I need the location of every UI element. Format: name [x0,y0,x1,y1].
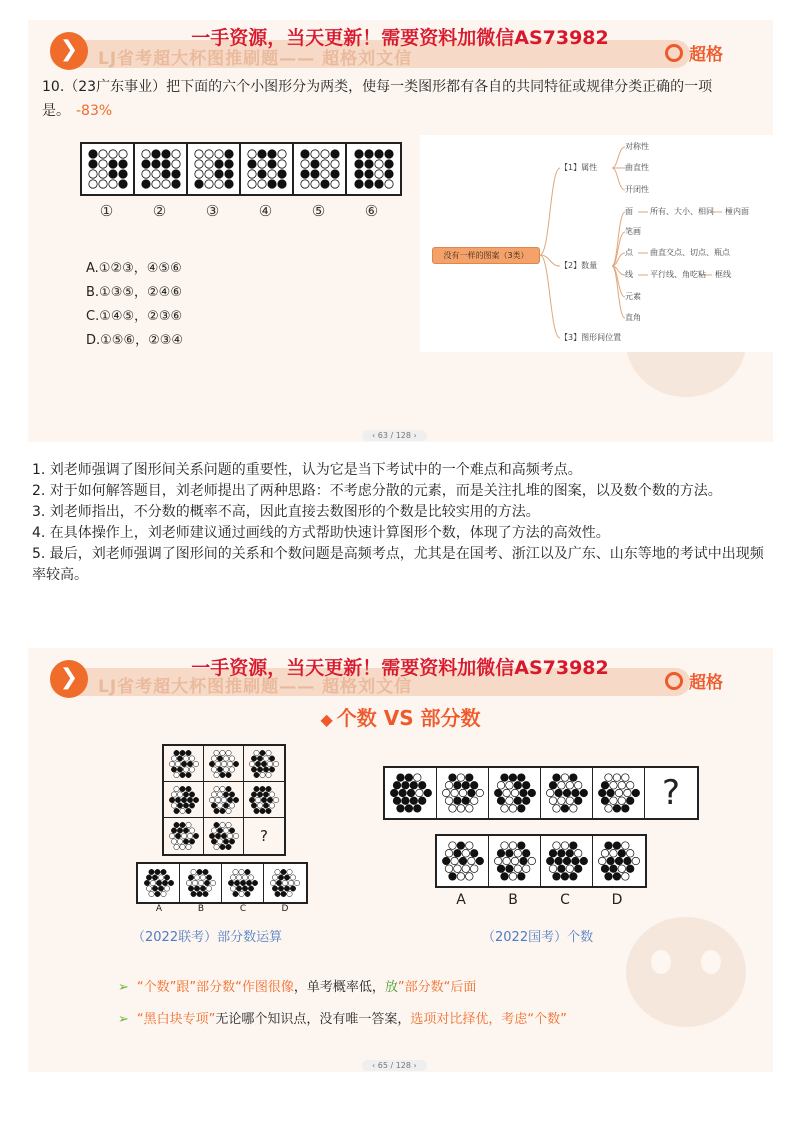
mind-map-leaf: 曲直性 [625,163,649,172]
summary-item: 2. 对于如何解答题目，刘老师提出了两种思路：不考虑分散的元素，而是关注扎堆的图案，以及数个数的方法。 [32,483,722,499]
grid-option-a[interactable] [138,864,180,902]
mind-map-leaf-detail: 框线 [715,270,731,279]
row-cell [385,768,437,818]
mind-map-leaf-detail: 平行线、角吃粘 [650,270,706,279]
figure-number: ② [152,202,167,220]
hex-dots-icon [249,750,279,778]
mind-map-leaf: 元素 [625,292,641,301]
mind-map-leaf: 开闭性 [625,185,649,194]
row-option-c[interactable] [541,836,593,886]
mind-map-branch-1: 【1】属性 [560,163,598,172]
hex-dots-icon [209,822,239,850]
hex-dots-icon [442,841,484,881]
option-label: B [508,892,518,908]
row-puzzle [383,766,699,820]
page-indicator-1[interactable]: ‹ 63 / 128 › [362,430,427,441]
caption-right: （2022国考）个数 [482,930,594,945]
hex-dots-icon [442,773,484,813]
figure-number: ① [99,202,114,220]
row-question-cell [645,768,697,818]
summary-item: 3. 刘老师指出，不分数的概率不高，因此直接去数图形的个数是比较实用的方法。 [32,504,540,520]
promo-banner-2: 一手资源，当天更新！需要资料加微信AS73982 [191,657,609,679]
dot-grid-icon [193,149,235,189]
hex-dots-icon [390,773,432,813]
dot-grid-icon [246,149,288,189]
bullet-1-part: 后面 [450,980,477,995]
mind-map-leaf-detail: 極内面 [725,207,749,216]
hex-dots-icon [546,841,588,881]
puzzle-figure-4 [241,144,294,194]
hex-dots-icon [598,841,640,881]
mascot-watermark-icon [611,892,761,1052]
hex-dots-icon [169,786,199,814]
bullet-2-part: “黑白块专项” [136,1012,216,1027]
grid-cell [204,818,244,854]
brand-text: 超格 [689,673,723,693]
bullet-2-part: 选项对比择优，考虑“个数” [410,1012,567,1027]
dot-grid-icon [353,149,395,189]
question-mark: ? [260,827,268,845]
row-option-labels [435,892,643,908]
option-label: D [611,892,623,908]
option-label: D [281,904,289,914]
hex-dots-icon [144,869,174,897]
hex-dots-icon [598,773,640,813]
puzzle-figure-2 [135,144,188,194]
brand-text: 超格 [689,45,723,65]
mind-map-leaf: 对称性 [625,142,649,151]
bullet-2 [118,1010,567,1030]
mind-map-leaf: 线 [625,270,633,279]
caption-left: （2022联考）部分数运算 [132,930,283,945]
diamond-icon: ◆ [320,710,333,729]
grid-options [136,862,308,904]
answer-options [86,257,183,353]
option-label: C [239,904,247,914]
row-options [435,834,647,888]
dot-grid-icon [87,149,129,189]
grid-option-c[interactable] [222,864,264,902]
option-label: C [560,892,570,908]
header-title: LJ省考超大杯图推刷题—— 超格刘文信 [98,49,413,69]
page-indicator-2[interactable]: ‹ 65 / 128 › [362,1060,427,1071]
grid-cell [244,746,284,782]
option-label: B [197,904,205,914]
mind-map-leaf: 直角 [625,313,641,322]
hex-dots-icon [270,869,300,897]
question-stem: 10.（23广东事业）把下面的六个小图形分为两类，使每一类图形都有各自的共同特征或规律分类正确的一项是。 [42,79,713,119]
mind-map-leaf: 笔画 [625,227,641,236]
hex-dots-icon [209,786,239,814]
slide-1 [28,20,773,442]
mind-map-leaf: 面 [625,207,633,216]
grid-question-cell [244,818,284,854]
grid-cell [244,782,284,818]
grid-option-b[interactable] [180,864,222,902]
bullet-1-part: ”部分数“ [397,980,451,995]
bullet-1-part: ，单考概率低， [293,980,385,995]
hex-dots-icon [169,750,199,778]
hex-dots-icon [249,786,279,814]
question-text [42,75,752,123]
row-option-b[interactable] [489,836,541,886]
grid-cell [164,782,204,818]
row-cell [437,768,489,818]
arrow-bullet-icon: ➢ [118,980,129,995]
hex-dots-icon [494,841,536,881]
error-rate: -83% [76,103,113,119]
puzzle-figure-3 [188,144,241,194]
mind-map-branch-2: 【2】数量 [560,261,598,270]
next-arrow-icon[interactable]: ❯ [50,32,88,70]
promo-banner-1: 一手资源，当天更新！需要资料加微信AS73982 [191,27,609,49]
question-mark: ? [661,773,681,813]
header-title: LJ省考超大杯图推刷题—— 超格刘文信 [98,677,413,697]
grid-option-d[interactable] [264,864,306,902]
row-option-d[interactable] [593,836,645,886]
row-cell [489,768,541,818]
option-d[interactable]: D.①⑤⑥，②③④ [86,333,184,348]
grid-cell [164,746,204,782]
mind-map-leaf-detail: 所有、大小、相同 [650,207,714,216]
slide-title [28,702,773,731]
grid-cell [204,746,244,782]
puzzle-figure-6 [347,144,400,194]
row-option-a[interactable] [437,836,489,886]
option-c[interactable]: C.①④⑤，②③⑥ [86,309,183,324]
hex-dots-icon [169,822,199,850]
summary-item: 1. 刘老师强调了图形间关系问题的重要性，认为它是当下考试中的一个难点和高频考点。 [32,462,582,478]
figure-numbers [80,202,398,220]
option-b[interactable]: B.①③⑤，②④⑥ [86,285,182,300]
figure-number: ④ [258,202,273,220]
row-cell [593,768,645,818]
grid-cell [204,782,244,818]
hex-dots-icon [209,750,239,778]
bullet-1-part: “个数” [136,980,177,995]
figure-number: ⑥ [364,202,379,220]
row-cell [541,768,593,818]
bullet-1-part: 作图很像 [241,980,294,995]
puzzle-strip [80,142,402,196]
grid-cell [164,818,204,854]
mind-map-root: 没有一样的图案（3类） [432,247,540,264]
figure-number: ③ [205,202,220,220]
mind-map-leaf: 点 [625,248,633,257]
dot-grid-icon [140,149,182,189]
slide-2 [28,648,773,1072]
hex-dots-icon [494,773,536,813]
bullet-1-part: 放 [384,980,398,995]
summary-item: 5. 最后，刘老师强调了图形间的关系和个数问题是高频考点，尤其是在国考、浙江以及广东、山东等地的考试中出现频率较高。 [32,546,764,583]
bullet-1 [118,978,476,998]
puzzle-figure-1 [82,144,135,194]
arrow-bullet-icon: ➢ [118,1012,129,1027]
option-a[interactable]: A.①②③，④⑤⑥ [86,261,182,276]
mind-map-branch-3: 【3】图形间位置 [560,333,622,342]
next-arrow-icon[interactable]: ❯ [50,660,88,698]
summary-list [32,460,772,586]
hex-dots-icon [546,773,588,813]
bullet-1-part: 跟”部分数“ [176,980,242,995]
mind-map [420,135,773,352]
hex-dots-icon [228,869,258,897]
hex-dots-icon [186,869,216,897]
option-label: A [155,904,163,914]
slide-title-text: 个数 VS 部分数 [336,706,481,730]
figure-number: ⑤ [311,202,326,220]
bullet-2-part: 无论哪个知识点，没有唯一答案， [215,1012,411,1027]
dot-grid-icon [299,149,341,189]
grid-option-labels [138,904,306,914]
puzzle-figure-5 [294,144,347,194]
summary-item: 4. 在具体操作上，刘老师建议通过画线的方式帮助快速计算图形个数，体现了方法的高效性。 [32,525,610,541]
option-label: A [456,892,466,908]
mind-map-leaf-detail: 曲直交点、切点、瓶点 [650,248,730,257]
grid-puzzle [162,744,286,856]
